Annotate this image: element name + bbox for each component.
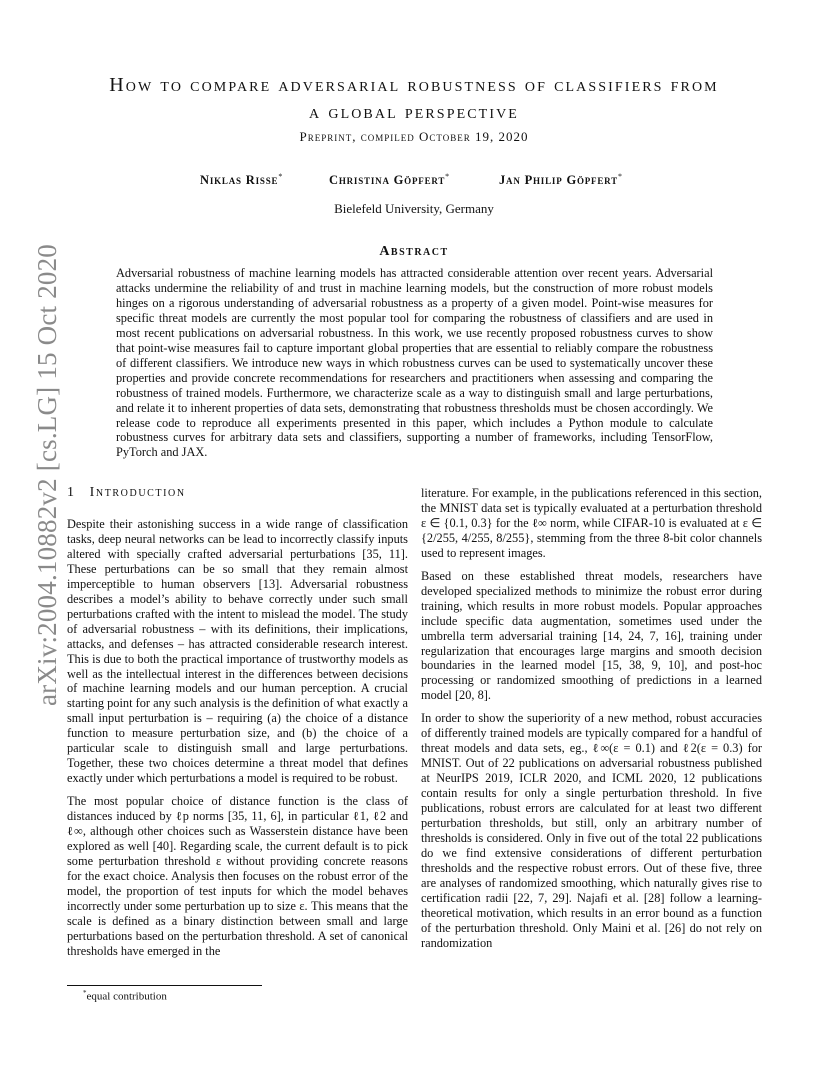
paper-title bbox=[60, 72, 768, 126]
author-1 bbox=[200, 172, 283, 188]
title-line-1: How to compare adversarial robustness of classifiers from bbox=[109, 74, 719, 96]
author-mark: * bbox=[617, 172, 623, 181]
title-line-2: a global perspective bbox=[309, 101, 519, 123]
author-2 bbox=[329, 172, 450, 188]
section-number: 1 bbox=[67, 485, 76, 500]
author-name: Christina Göpfert bbox=[329, 173, 446, 188]
author-mark: * bbox=[445, 172, 450, 181]
paragraph: The most popular choice of distance function is the class of distances induced by ℓp norms [35, 11, 6], in particular ℓ1, ℓ2 and ℓ∞, although other choices such as Wasserstein distance have been explored as well [40]. Regarding scale, the current default is to pick some perturbation threshold ε without providing concrete reasons for the exact choice. Analysis then focuses on the robust error of the model, the proportion of test inputs for which the model behaves incorrectly under some perturbation up to size ε. This means that the scale is defined as a binary distinction between small and large perturbations based on the perturbation threshold. A set of canonical thresholds have emerged in the bbox=[67, 794, 408, 958]
paragraph: Based on these established threat models, researchers have developed specialized methods to minimize the robust error during training, which results in more robust models. Popular approaches include specific data augmentation, sometimes used under the umbrella term adversarial training [14, 24, 7, 16], training under regularization that encourages large margins and smooth decision boundaries in the learned model [15, 38, 9, 10], and post-hoc processing or randomized smoothing of predictions in a learned model [20, 8]. bbox=[421, 568, 762, 703]
abstract-text: Adversarial robustness of machine learning models has attracted considerable attention over recent years. Adversarial attacks undermine the reliability of and trust in machine learning models, but the construction of more robust models hinges on a rigorous understanding of adversarial robustness as a property of a given model. Point-wise measures for specific threat models are currently the most popular tool for comparing the robustness of classifiers and are used in most recent publications on adversarial robustness. In this work, we use recently proposed robustness curves to show that point-wise measures fail to capture important global properties that are essential to reliably compare the robustness of different classifiers. We introduce new ways in which robustness curves can be used to systematically uncover these properties and provide concrete recommendations for researchers and practitioners when assessing and comparing the robustness of trained models. Furthermore, we characterize scale as a way to distinguish small and large perturbations, and relate it to inherent properties of data sets, demonstrating that robustness thresholds must be chosen accordingly. We release code to reproduce all experiments presented in this paper, which includes a Python module to calculate robustness curves for arbitrary data sets and classifiers, supporting a number of frameworks, including TensorFlow, PyTorch and JAX. bbox=[116, 266, 713, 460]
paragraph: In order to show the superiority of a new method, robust accuracies of differently trained models are typically compared for a handful of threat models and data sets, eg., ℓ∞(ε = 0.1) and ℓ2(ε = 0.3) for MNIST. Out of 22 publications on adversarial robustness published at NeurIPS 2019, ICLR 2020, and ICML 2020, 12 publications contain results for only a single perturbation threshold. In five publications, robust errors are calculated for at least two different perturbation thresholds, but still, only an arbitrary number of thresholds is considered. Only in five out of the total 22 publications do we find extensive considerations of different perturbation thresholds and the respective robust errors. Out of these five, three are analyses of randomized smoothing, which naturally gives rise to certification radii [22, 7, 29]. Najafi et al. [28] follow a learning-theoretical motivation, which results in an error bound as a function of the perturbation threshold. Only Maini et al. [26] do not rely on randomization bbox=[421, 711, 762, 950]
footnote-mark: * bbox=[83, 989, 87, 997]
right-column bbox=[421, 486, 762, 959]
section-heading bbox=[67, 485, 186, 501]
paragraph: literature. For example, in the publications referenced in this section, the MNIST data set is typically evaluated at a perturbation threshold ε ∈ {0.1, 0.3} for the ℓ∞ norm, while CIFAR-10 is evaluated at ε ∈ {2/255, 4/255, 8/255}, stemming from the three 8-bit color channels used to represent images. bbox=[421, 486, 762, 560]
footnote-text: equal contribution bbox=[86, 990, 167, 1003]
author-3 bbox=[499, 172, 623, 188]
left-column bbox=[67, 517, 408, 967]
footnote bbox=[83, 989, 167, 1003]
abstract-heading: Abstract bbox=[379, 244, 449, 259]
section-title: Introduction bbox=[89, 485, 186, 500]
affiliation: Bielefeld University, Germany bbox=[334, 201, 494, 216]
preprint-date: Preprint, compiled October 19, 2020 bbox=[299, 129, 529, 144]
author-name: Niklas Risse bbox=[200, 173, 279, 188]
footnote-divider bbox=[67, 985, 262, 986]
arxiv-identifier: arXiv:2004.10882v2 [cs.LG] 15 Oct 2020 bbox=[32, 243, 62, 707]
author-name: Jan Philip Göpfert bbox=[499, 173, 618, 188]
author-mark: * bbox=[278, 172, 284, 181]
paragraph: Despite their astonishing success in a wide range of classification tasks, deep neural networks can be lead to incorrectly classify inputs altered with specially crafted adversarial perturbations [35, 11]. These perturbations can be so small that they remain almost imperceptible to human observers [13]. Adversarial robustness describes a model’s ability to behave correctly under such small perturbations crafted with the intent to mislead the model. The study of adversarial robustness – with its definitions, their implications, attacks, and defenses – has attracted considerable research interest. This is due to both the practical importance of trustworthy models as well as the intellectual interest in the differences between decisions of machine learning models and our human perception. A crucial starting point for any such analysis is the definition of what exactly a small input perturbation is – requiring (a) the choice of a distance function to measure perturbation size, and (b) the choice of a particular scale to distinguish small and large perturbations. Together, these two choices determine a threat model that defines exactly under which perturbations a model is required to be robust. bbox=[67, 517, 408, 786]
